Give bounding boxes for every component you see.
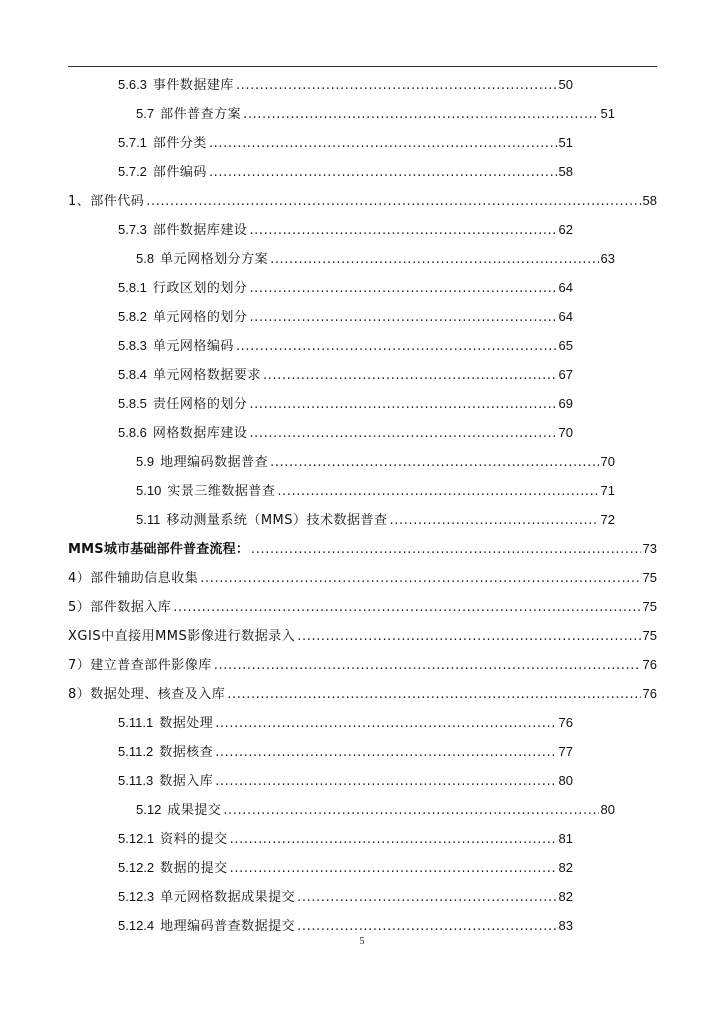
dot-leader — [249, 274, 556, 303]
toc-entry[interactable] — [0, 360, 724, 389]
toc-entry[interactable] — [0, 853, 724, 882]
toc-title: 行政区划的划分 — [152, 281, 248, 296]
dot-leader — [249, 390, 556, 419]
toc-entry[interactable] — [0, 157, 724, 186]
dot-leader — [249, 303, 556, 332]
dot-leader — [263, 361, 557, 390]
toc-entry[interactable] — [0, 215, 724, 244]
toc-page: 64 — [558, 309, 573, 324]
toc-title: 部件普查方案 — [160, 107, 242, 122]
dot-leader — [215, 709, 556, 738]
toc-entry[interactable] — [0, 128, 724, 157]
toc-entry[interactable] — [0, 534, 724, 563]
toc-number: 5.8.5 — [118, 396, 147, 411]
toc-entry[interactable] — [0, 563, 724, 592]
toc-number: 5.11.1 — [118, 715, 154, 730]
dot-leader — [173, 593, 640, 622]
toc-page: 69 — [558, 396, 573, 411]
toc-title: 单元网格的划分 — [152, 310, 248, 325]
toc-title: 单元网格数据成果提交 — [160, 890, 296, 905]
toc-entry[interactable] — [0, 302, 724, 331]
toc-entry[interactable] — [0, 679, 724, 708]
toc-number: 5.11.3 — [118, 773, 154, 788]
toc-entry[interactable] — [0, 418, 724, 447]
toc-page: 75 — [642, 599, 657, 614]
toc-entry[interactable] — [0, 476, 724, 505]
toc-title: 地理编码数据普查 — [160, 455, 269, 470]
toc-title: 资料的提交 — [160, 832, 228, 847]
toc-entry[interactable] — [0, 273, 724, 302]
dot-leader — [249, 216, 556, 245]
toc-title: 数据的提交 — [160, 861, 228, 876]
toc-number: 5.7 — [136, 106, 155, 121]
toc-page: 77 — [558, 744, 573, 759]
toc-title: 单元网格数据要求 — [152, 368, 261, 383]
toc-page: 71 — [600, 483, 615, 498]
toc-page: 62 — [558, 222, 573, 237]
toc-entry[interactable] — [0, 882, 724, 911]
dot-leader — [215, 738, 556, 767]
toc-number: 5.11.2 — [118, 744, 154, 759]
toc-page: 58 — [642, 193, 657, 208]
toc-title: 成果提交 — [167, 803, 222, 818]
toc-number: 5.8 — [136, 251, 155, 266]
toc-page: 72 — [600, 512, 615, 527]
toc-entry[interactable] — [0, 186, 724, 215]
toc-page: 75 — [642, 628, 657, 643]
toc-number: 5.7.2 — [118, 164, 147, 179]
toc-number: 5.8.1 — [118, 280, 147, 295]
toc-title: 地理编码普查数据提交 — [160, 919, 296, 934]
dot-leader — [223, 796, 598, 825]
toc-page: 70 — [558, 425, 573, 440]
dot-leader — [390, 506, 599, 535]
dot-leader — [297, 883, 556, 912]
toc-title: 4）部件辅助信息收集 — [68, 571, 199, 586]
toc-title: 数据入库 — [159, 774, 214, 789]
toc-page: 75 — [642, 570, 657, 585]
header-rule — [68, 66, 657, 67]
dot-leader — [209, 158, 557, 187]
toc-number: 5.7.1 — [118, 135, 147, 150]
dot-leader — [236, 71, 557, 100]
dot-leader — [249, 419, 556, 448]
toc-entry[interactable] — [0, 331, 724, 360]
toc-title: 移动测量系统（MMS）技术数据普查 — [166, 513, 388, 528]
toc-entry[interactable] — [0, 766, 724, 795]
dot-leader — [209, 129, 557, 158]
toc-page: 50 — [558, 77, 573, 92]
toc-page: 76 — [642, 657, 657, 672]
toc-number: 5.7.3 — [118, 222, 147, 237]
toc-number: 5.12.4 — [118, 918, 155, 933]
toc-entry[interactable] — [0, 737, 724, 766]
toc-page: 51 — [600, 106, 615, 121]
toc-number: 5.12 — [136, 802, 162, 817]
toc-page: 70 — [600, 454, 615, 469]
toc-title: 单元网格编码 — [152, 339, 234, 354]
toc-page: 67 — [558, 367, 573, 382]
toc-number: 5.8.2 — [118, 309, 147, 324]
dot-leader — [236, 332, 557, 361]
toc-entry[interactable] — [0, 244, 724, 273]
toc-title: 网格数据库建设 — [152, 426, 248, 441]
toc-entry[interactable] — [0, 447, 724, 476]
toc-page: 76 — [558, 715, 573, 730]
toc-number: 5.12.3 — [118, 889, 155, 904]
toc-page: 58 — [558, 164, 573, 179]
toc-number: 5.8.6 — [118, 425, 147, 440]
dot-leader — [251, 535, 640, 564]
toc-number: 5.6.3 — [118, 77, 147, 92]
toc-entry[interactable] — [0, 505, 724, 534]
toc-page: 65 — [558, 338, 573, 353]
toc-title: 单元网格划分方案 — [160, 252, 269, 267]
toc-title: 数据处理 — [159, 716, 214, 731]
toc-number: 5.12.2 — [118, 860, 155, 875]
dot-leader — [297, 622, 640, 651]
toc-entry[interactable] — [0, 650, 724, 679]
dot-leader — [214, 651, 641, 680]
toc-page: 82 — [558, 889, 573, 904]
toc-title: 8）数据处理、核查及入库 — [68, 687, 226, 702]
toc-entry[interactable] — [0, 824, 724, 853]
dot-leader — [277, 477, 598, 506]
toc-title: 数据核查 — [159, 745, 214, 760]
toc-entry[interactable] — [0, 70, 724, 99]
toc-page: 51 — [558, 135, 573, 150]
toc-page: 83 — [558, 918, 573, 933]
toc-page: 76 — [642, 686, 657, 701]
toc-title: 责任网格的划分 — [152, 397, 248, 412]
toc-number: 5.12.1 — [118, 831, 155, 846]
dot-leader — [146, 187, 640, 216]
page-number: 5 — [359, 936, 365, 947]
dot-leader — [270, 245, 598, 274]
toc-page: 80 — [600, 802, 615, 817]
toc-number: 5.9 — [136, 454, 155, 469]
toc-title: 部件编码 — [152, 165, 207, 180]
toc-number: 5.11 — [136, 512, 161, 527]
toc-entry[interactable] — [0, 708, 724, 737]
toc-entry[interactable] — [0, 621, 724, 650]
toc-entry[interactable] — [0, 795, 724, 824]
toc-page: 64 — [558, 280, 573, 295]
toc-number: 5.8.4 — [118, 367, 147, 382]
toc-number: 5.8.3 — [118, 338, 147, 353]
toc-title: 5）部件数据入库 — [68, 600, 172, 615]
toc-entry[interactable] — [0, 389, 724, 418]
toc-title: XGIS中直接用MMS影像进行数据录入 — [68, 629, 296, 644]
toc-title: 事件数据建库 — [152, 78, 234, 93]
toc-page: 82 — [558, 860, 573, 875]
toc-entry[interactable] — [0, 99, 724, 128]
toc-title: 部件分类 — [152, 136, 207, 151]
toc-title: 1、部件代码 — [68, 194, 145, 209]
toc-title: MMS城市基础部件普查流程： — [68, 542, 250, 557]
toc-page: 80 — [558, 773, 573, 788]
dot-leader — [200, 564, 640, 593]
toc-title: 实景三维数据普查 — [167, 484, 276, 499]
table-of-contents — [0, 70, 724, 940]
toc-page: 81 — [558, 831, 573, 846]
toc-title: 7）建立普查部件影像库 — [68, 658, 212, 673]
toc-page: 73 — [642, 541, 657, 556]
toc-entry[interactable] — [0, 592, 724, 621]
dot-leader — [215, 767, 556, 796]
dot-leader — [243, 100, 598, 129]
dot-leader — [230, 825, 557, 854]
dot-leader — [230, 854, 557, 883]
toc-number: 5.10 — [136, 483, 162, 498]
toc-title: 部件数据库建设 — [152, 223, 248, 238]
dot-leader — [270, 448, 598, 477]
dot-leader — [227, 680, 640, 709]
toc-page: 63 — [600, 251, 615, 266]
